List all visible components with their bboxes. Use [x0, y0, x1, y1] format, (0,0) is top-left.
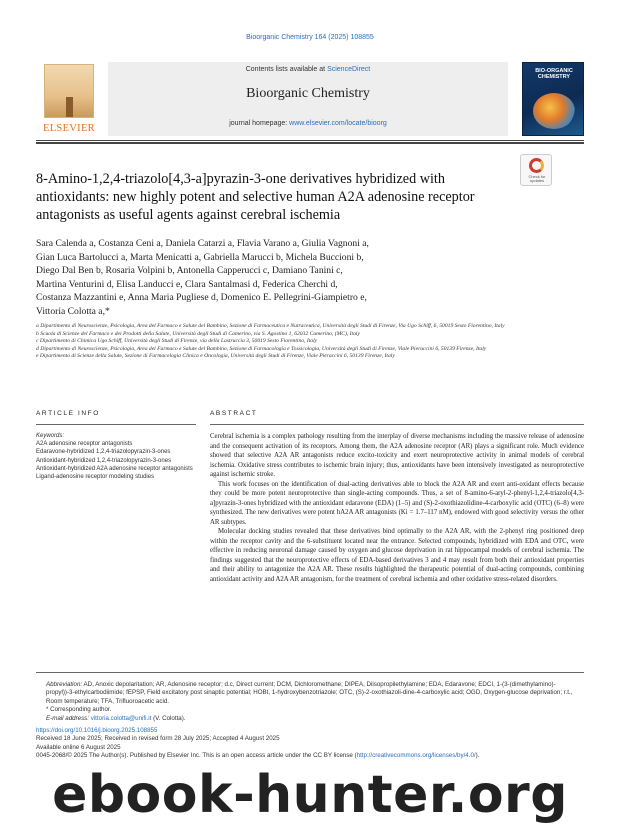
affiliations — [36, 323, 584, 361]
masthead-rule-bottom — [36, 142, 584, 144]
corresponding-author-note: * Corresponding author. — [46, 706, 112, 714]
license-prefix: 0045-2068/© 2025 The Author(s). Published by Elsevier Inc. This is an open access article under the CC BY license ( — [36, 752, 357, 760]
homepage-link[interactable]: www.elsevier.com/locate/bioorg — [289, 120, 387, 127]
affiliation-e: e Dipartimento di Scienze della Salute, Sezione di Farmacologia Clinica e Oncologia, Università degli Studi di Firenze, Viale Pieraccini 6, 50139 Firenze, Italy — [36, 353, 395, 360]
keywords-label: Keywords: — [36, 433, 65, 439]
abbreviations-text: AD, Anoxic depolaritation; AR, Adenosine receptor; d.c, Direct current; DCM, Dichloromethane; DIPEA, Diisopropilethylamine; EDA, Edaravone; EDCI, 1-(3-(dimethylamino)-propyl))-3-ethylcarbodiimide; fEPSP, Field excitatory post sinaptic potential; HOBt, 1-hydroxybenzotriazole; OTC, (S)-2-oxothiazoli-dine-4-carboxylic acid; OGD, Oxygen-glucose deprivation; r.t., Room temperature; TFA, Trifluoroacetic acid. — [46, 681, 573, 705]
online-date: Available online 6 August 2025 — [36, 743, 121, 751]
sciencedirect-link[interactable]: ScienceDirect — [327, 66, 371, 73]
elsevier-wordmark: ELSEVIER — [43, 123, 95, 134]
author-line[interactable]: Vittoria Colotta a,* — [36, 305, 110, 317]
license-line — [36, 752, 584, 760]
elsevier-logo[interactable] — [36, 62, 102, 136]
contents-prefix: Contents lists available at — [245, 66, 328, 73]
masthead-box — [108, 62, 508, 136]
affiliation-b: b Scuola di Scienze del Farmaco e dei Prodotti della Salute, Università degli Studi di Camerino, via S. Agostino 1, 62032 Camerino, (MC), Italy — [36, 330, 360, 337]
abstract-rule — [210, 424, 584, 425]
affiliation-d: d Dipartimento di Neuroscienze, Psicologia, Area del Farmaco e Salute del Bambino, Sezione di Farmacologia e Tossicologia, Università degli Studi di Firenze, Viale Pieraccini 6, 50139 Firenze, Italy — [36, 345, 487, 352]
check-updates-label: Check for updates — [528, 174, 546, 184]
masthead — [36, 62, 584, 136]
footnotes — [36, 681, 584, 723]
article-info-rule — [36, 424, 196, 425]
doi-link[interactable]: https://doi.org/10.1016/j.bioorg.2025.108855 — [36, 727, 158, 734]
cover-title: BIO-ORGANIC CHEMISTRY — [535, 68, 573, 81]
keyword-item: A2A adenosine receptor antagonists — [36, 441, 133, 448]
article-title: 8-Amino-1,2,4-triazolo[4,3-a]pyrazin-3-one derivatives hybridized with antioxidants: new highly potent and selective human A2A adenosine receptor antagonists as useful agents against cerebral ischemia — [36, 171, 475, 223]
journal-title: Bioorganic Chemistry — [246, 86, 370, 101]
keyword-item: Antioxidant-hybridized A2A adenosine receptor antagonists — [36, 465, 193, 472]
check-for-updates-button[interactable] — [520, 154, 552, 186]
license-link[interactable]: http://creativecommons.org/licenses/by/4.0/ — [356, 752, 476, 760]
received-dates: Received 18 June 2025; Received in revised form 28 July 2025; Accepted 4 August 2025 — [36, 735, 280, 743]
email-suffix: (V. Colotta). — [151, 714, 186, 722]
author-line[interactable]: Sara Calenda a, Costanza Ceni a, Daniela Catarzi a, Flavia Varano a, Giulia Vagnoni a, — [36, 238, 369, 249]
email-label: E-mail address: — [46, 714, 89, 722]
abstract-paragraph: Cerebral ischemia is a complex pathology resulting from the interplay of diverse mechanisms including the massive release of adenosine and the consequent activation of its receptors. Among them, the A2A adenosine receptor (AR) plays a significant role. Much evidence showed that selective A2A AR antagonists reduce excito-toxicity and exert neuroprotective activity in animal models of cerebral ischemia. Oxidative stress contributes to ischemic brain injury; thus, antioxidants have been intensively investigated as neuroprotective against ischemic stroke. — [210, 433, 584, 478]
homepage-prefix: journal homepage: — [229, 120, 290, 127]
abstract-paragraph: This work focuses on the identification of dual-acting derivatives able to block the A2A AR and exert anti-oxidant effects because they could be more potent neuroprotective than single-acting compounds. Thus, a set of 8-amino-6-aryl-2-phenyl-1,2,4-triazolo[4,3-a]pyrazin-3-ones hybridized with the antioxidant edaravone (EDA) (1–5) and (S)-2-oxothiazolidine-4-carboxylic acid (OTC) (6–8) were synthesized. The new derivatives were potent hA2A AR antagonists (Ki = 1.7–117 nM), endowed with good selectivity versus the other AR subtypes. — [210, 480, 584, 526]
affiliation-c: c Dipartimento di Chimica Ugo Schiff, Università degli Studi di Firenze, via della Lastruccia 3, 50019 Sesto Fiorentino, Italy — [36, 338, 318, 345]
article-info-heading: ARTICLE INFO — [36, 410, 100, 417]
masthead-rule-top — [36, 140, 584, 141]
author-list — [36, 237, 556, 318]
keyword-item: Edaravone-hybridized 1,2,4-triazolopyrazin-3-ones — [36, 449, 171, 456]
contents-line — [108, 66, 508, 73]
abbreviations-label: Abbreviation: — [46, 681, 83, 688]
author-line[interactable]: Gian Luca Bartolucci a, Marta Menicatti a, Gabriella Marucci b, Michela Buccioni b, — [36, 251, 364, 263]
journal-cover-image[interactable] — [522, 62, 584, 136]
author-line[interactable]: Costanza Mazzantini e, Anna Maria Pugliese d, Domenico E. Pellegrini-Giampietro e, — [36, 292, 367, 303]
watermark-text: ebook-hunter.org — [52, 765, 568, 825]
email-link[interactable]: vittoria.colotta@unifi.it — [90, 714, 152, 722]
author-line[interactable]: Martina Venturini d, Elisa Landucci e, Clara Santalmasi d, Federica Cherchi d, — [36, 278, 338, 290]
keyword-item: Ligand-adenosine receptor modeling studies — [36, 474, 155, 481]
homepage-line — [108, 120, 508, 127]
journal-reference[interactable]: Bioorganic Chemistry 164 (2025) 108855 — [246, 34, 374, 41]
license-suffix: ). — [475, 752, 480, 760]
abstract-paragraph: Molecular docking studies revealed that these derivatives bind optimally to the A2A AR, with the 2-phenyl ring positioned deep within the receptor cavity and the 6-substituent located near the entrance. Selected compounds, hybridized with EDA and OTC, were effective in reducing neuronal damage caused by oxygen and glucose deprivation in rat hippocampal models of cerebral ischemia. The findings suggested that the neuroprotective effects of EDA-based derivatives 3 and 4 may result from both their antioxidant properties and their ability to antagonize the A2A AR. These results highlighted the therapeutic potential of dual-acting compounds, combining antioxidant activity and A2A AR antagonism, for the treatment of cerebral ischemia and other oxidative stress-related disorders. — [210, 528, 584, 583]
author-line[interactable]: Diego Dal Ben b, Rosaria Volpini b, Antonella Capperucci c, Damiano Tanini c, — [36, 265, 343, 276]
publication-info — [36, 727, 584, 761]
cover-art-graphic — [533, 93, 575, 129]
abbreviations-note — [36, 681, 584, 706]
footnote-rule — [36, 672, 584, 673]
abstract-heading: ABSTRACT — [210, 410, 258, 417]
affiliation-a: a Dipartimento di Neuroscienze, Psicologia, Area del Farmaco e Salute del Bambino, Sezione di Farmaceutica e Nutraceutica, Università degli Studi di Firenze, Via Ugo Schiff, 6, 50019 Sesto Fiorentino, Italy — [36, 323, 505, 329]
keyword-item: Antioxidant-hybridized 1,2,4-triazolopyrazin-3-ones — [36, 457, 172, 464]
elsevier-tree-icon — [44, 64, 94, 118]
check-updates-icon — [529, 158, 544, 173]
email-note — [36, 715, 584, 723]
keywords-block — [36, 432, 196, 481]
abstract-body — [210, 432, 584, 584]
